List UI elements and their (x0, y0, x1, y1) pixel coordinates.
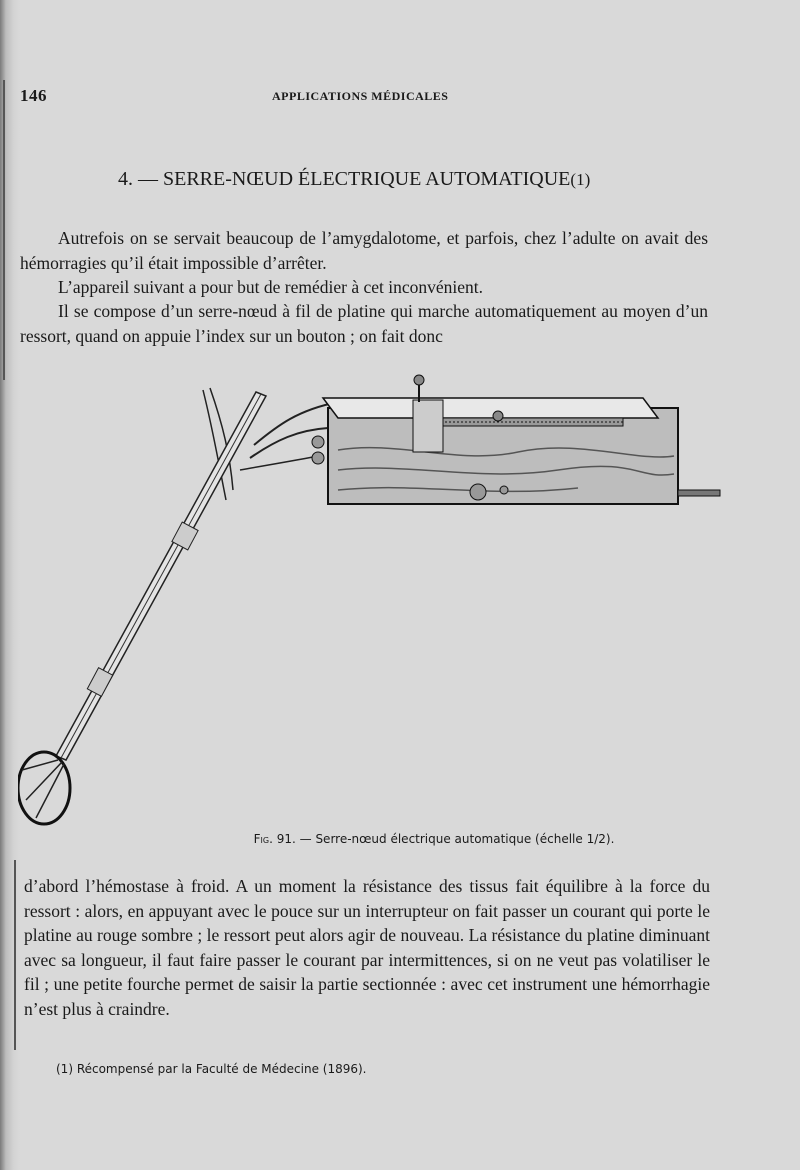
push-button (470, 484, 486, 500)
wire-terminal (312, 436, 324, 448)
shaft-line (61, 394, 261, 758)
loop-prongs (22, 760, 64, 818)
wire-terminal (312, 452, 324, 464)
wire-line (254, 402, 338, 445)
terminal-screw (414, 375, 424, 385)
interrupter-button (500, 486, 508, 494)
rack-knob (493, 411, 503, 421)
page-number: 146 (20, 86, 47, 105)
paragraph-1: Autrefois on se servait beaucoup de l’amygdalotome, et parfois, chez l’adulte on avait des hémorragies qu’il était impossible d’arrêter. (20, 228, 708, 273)
running-head (20, 86, 780, 108)
paragraph-2: L’appareil suivant a pour but de remédier à cet inconvénient. (58, 277, 484, 297)
figure-caption (0, 832, 800, 846)
paragraph-3: Il se compose d’un serre-nœud à fil de platine qui marche automatiquement au moyen d’un ressort, quand on appuie l’index sur un bouton ; on fait donc (20, 301, 708, 346)
section-title-text: SERRE-NŒUD ÉLECTRIQUE AUTOMATIQUE (163, 168, 571, 190)
binding-mark (3, 80, 5, 380)
figure-serre-noeud-illustration (18, 370, 738, 830)
running-title: APPLICATIONS MÉDICALES (272, 89, 449, 103)
sliding-carriage (413, 400, 443, 452)
figure-caption-text: — Serre-nœud électrique automatique (échelle 1/2). (299, 832, 615, 846)
threaded-rod (678, 490, 720, 496)
wire-line (240, 456, 318, 470)
figure-label: Fig. 91. (253, 832, 296, 846)
paragraph-continued: d’abord l’hémostase à froid. A un moment la résistance des tissus fait équilibre à la force du ressort : alors, en appuyant avec le pouce sur un interrupteur on fait passer un courant qui porte le platine au rouge sombre ; le ressort peut alors agir de nouveau. La résistance du platine diminuant avec sa longueur, il faut faire passer le courant par intermittences, si on ne veut pas volatiliser le fil ; une petite fourche permet de saisir la partie sectionnée : avec cet instrument une hémorrhagie n’est plus à craindre. (24, 876, 710, 1019)
footnote: (1) Récompensé par la Faculté de Médecine (1896). (56, 1062, 367, 1076)
section-title (118, 168, 618, 191)
top-plate (323, 398, 658, 418)
binding-mark (14, 860, 16, 1050)
section-number: 4. — (118, 168, 158, 190)
footnote-reference: (1) (570, 170, 591, 189)
